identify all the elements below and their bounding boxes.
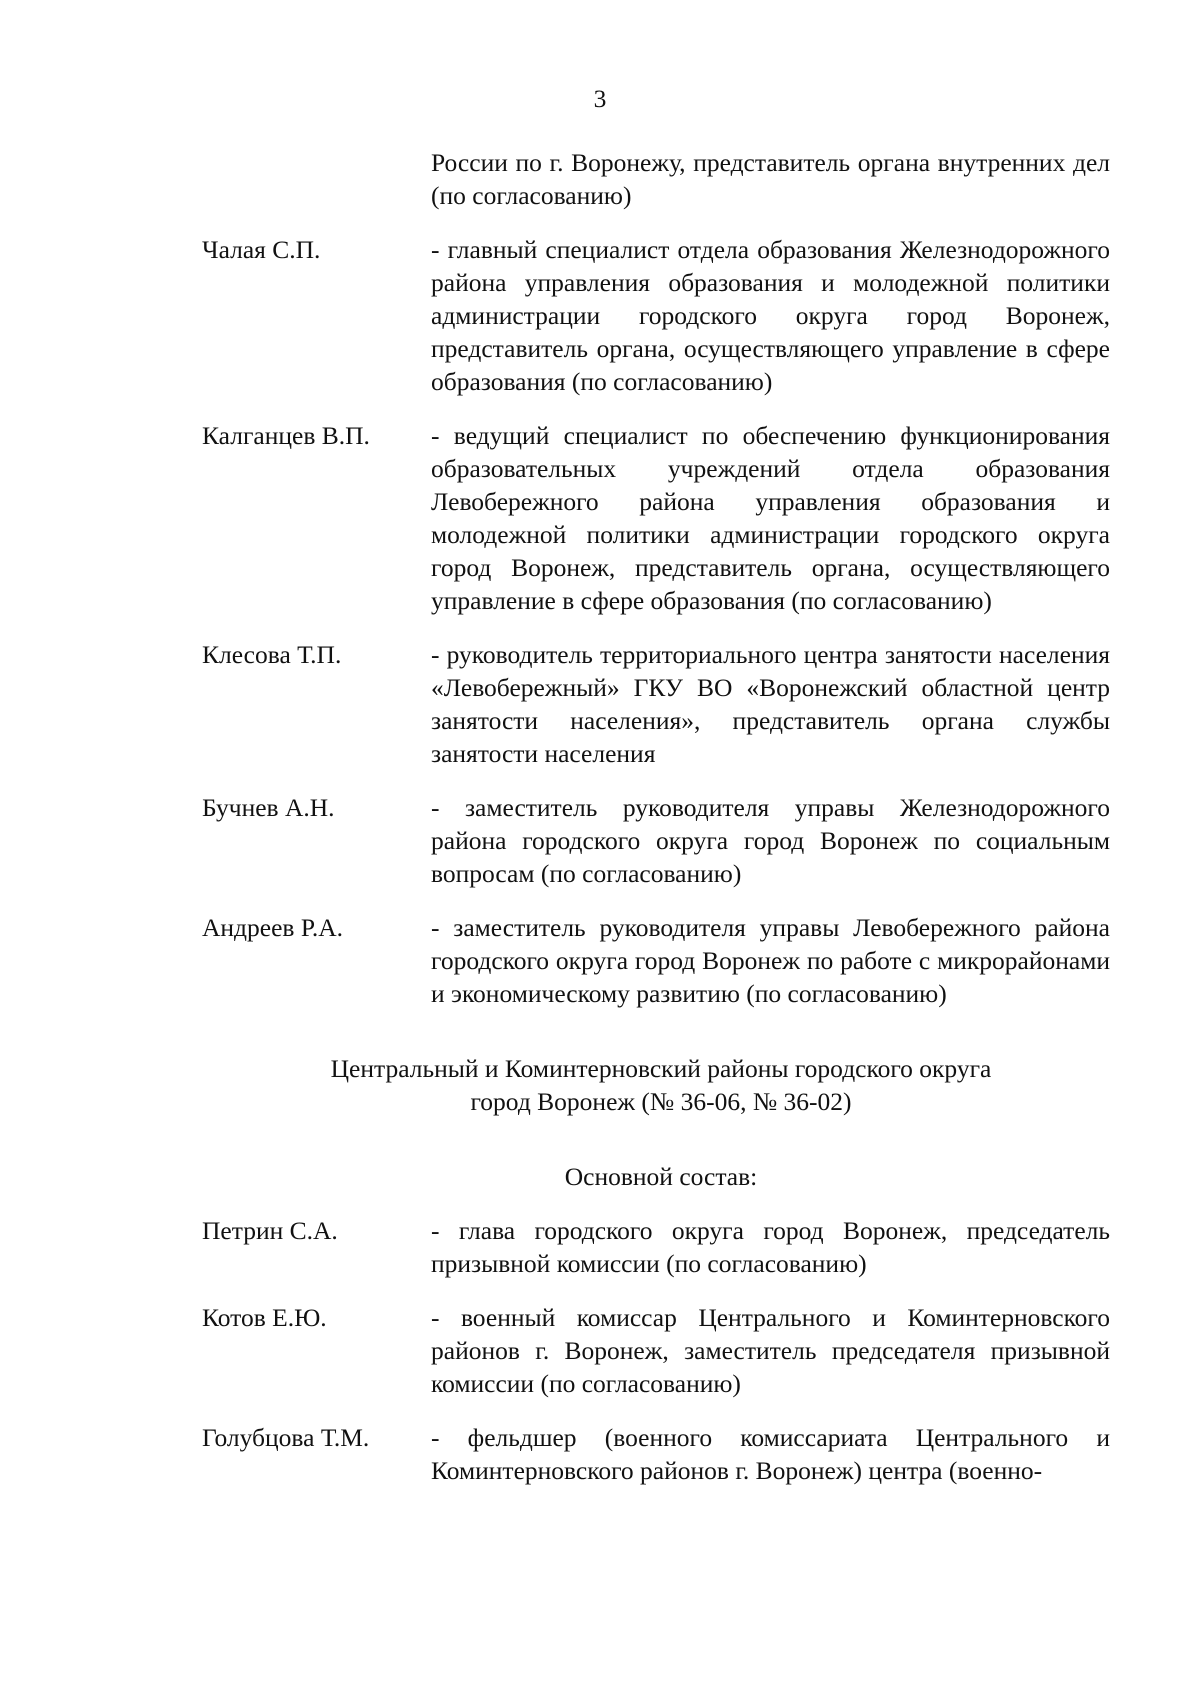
member-role: - глава городского округа город Воронеж, председатель призывной комиссии (по согласованию) [431, 1216, 1110, 1278]
member-entry [202, 1301, 1110, 1400]
member-name: Котов Е.Ю. [202, 1303, 327, 1332]
member-name: Бучнев А.Н. [202, 793, 335, 822]
member-role: - главный специалист отдела образования Железнодорожного района управления образования и молодежной политики администрации городского округа город Воронеж, представитель органа, осуществляющего управление в сфере образования (по согласованию) [431, 235, 1110, 396]
member-role: - ведущий специалист по обеспечению функционирования образовательных учреждений отдела образования Левобережного района управления образования и молодежной политики администрации городского округа город Воронеж, представитель органа, осуществляющего управление в сфере образования (по согласованию) [431, 421, 1110, 615]
member-role: - фельдшер (военного комиссариата Центрального и Коминтерновского районов г. Воронеж) центра (военно- [431, 1423, 1110, 1485]
member-name: Голубцова Т.М. [202, 1423, 370, 1452]
member-role: - военный комиссар Центрального и Коминтерновского районов г. Воронеж, заместитель председателя призывной комиссии (по согласованию) [431, 1303, 1110, 1398]
member-entry [202, 1214, 1110, 1280]
section-heading-line2: город Воронеж (№ 36-06, № 36-02) [470, 1087, 852, 1116]
member-role: - заместитель руководителя управы Левобережного района городского округа город Воронеж по работе с микрорайонами и экономическому развитию (по согласованию) [431, 913, 1110, 1008]
member-entry [202, 419, 1110, 617]
member-name: Петрин С.А. [202, 1216, 338, 1245]
section-heading-line1: Центральный и Коминтерновский районы городского округа [330, 1054, 992, 1083]
subheading: Основной состав: [564, 1162, 758, 1191]
member-name: Андреев Р.А. [202, 913, 343, 942]
member-name: Калганцев В.П. [202, 421, 370, 450]
member-name: Чалая С.П. [202, 235, 321, 264]
member-entry [202, 911, 1110, 1010]
member-role: - заместитель руководителя управы Железнодорожного района городского округа город Воронеж по социальным вопросам (по согласованию) [431, 793, 1110, 888]
continuation-text: России по г. Воронежу, представитель органа внутренних дел (по согласованию) [431, 148, 1110, 210]
member-entry [202, 791, 1110, 890]
member-name: Клесова Т.П. [202, 640, 342, 669]
commission-members [202, 146, 1110, 1487]
page-number: 3 [593, 84, 607, 113]
member-entry [202, 1421, 1110, 1487]
member-entry [202, 233, 1110, 398]
member-entry [202, 638, 1110, 770]
member-role: - руководитель территориального центра занятости населения «Левобережный» ГКУ ВО «Воронежский областной центр занятости населения», представитель органа службы занятости населения [431, 640, 1110, 768]
